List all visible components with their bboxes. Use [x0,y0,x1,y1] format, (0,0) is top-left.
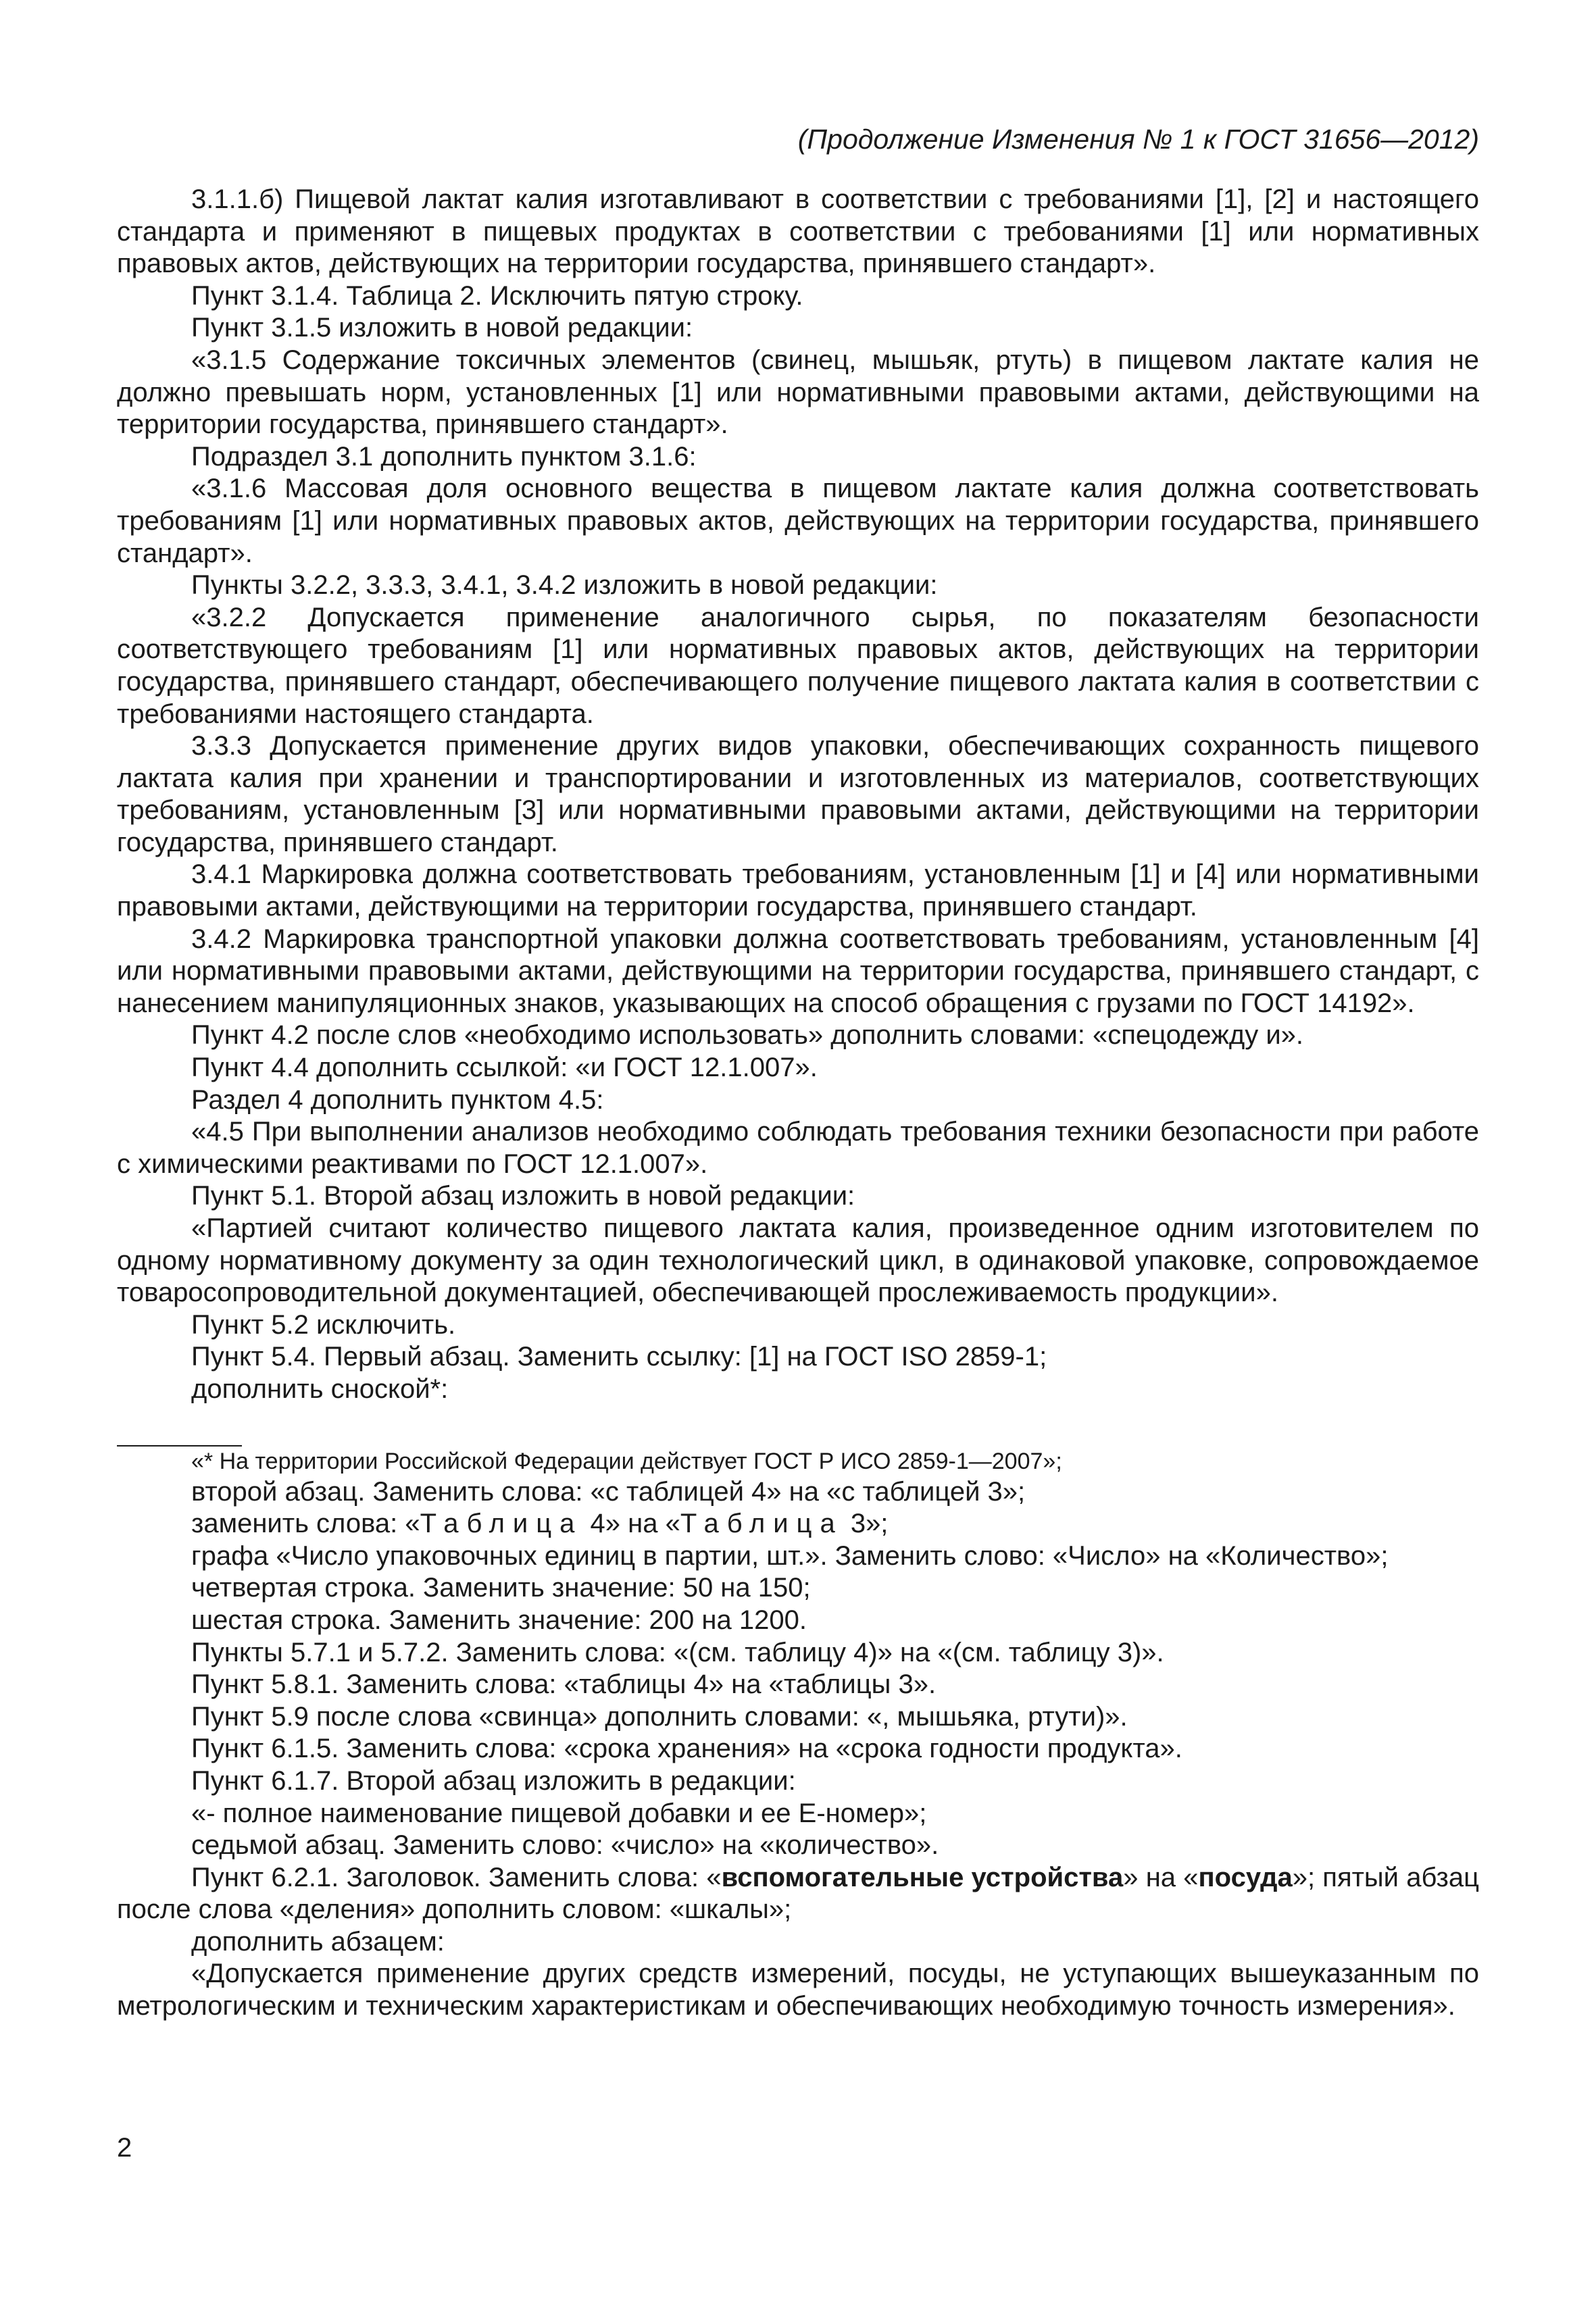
paragraph: «4.5 При выполнении анализов необходимо соблюдать требования техники безопасности при работе с химическими реактивами по ГОСТ 12.1.007». [117,1117,1479,1179]
paragraph: шестая строка. Заменить значение: 200 на 1200. [191,1605,807,1635]
paragraph: графа «Число упаковочных единиц в партии, шт.». Заменить слово: «Число» на «Количество»; [191,1540,1389,1571]
paragraph: Раздел 4 дополнить пунктом 4.5: [191,1084,604,1115]
spaced-word: Таблица [420,1509,583,1539]
paragraph: Пункт 3.1.4. Таблица 2. Исключить пятую строку. [191,280,803,311]
paragraph: 3.4.1 Маркировка должна соответствовать требованиям, установленным [1] и [4] или нормативными правовыми актами, действующими на территории государства, принявшего стандарт. [117,859,1479,922]
text-run: 3»; [843,1509,889,1539]
text-run: заменить слова: « [191,1509,420,1539]
paragraph: Пункт 3.1.5 изложить в новой редакции: [191,313,693,343]
paragraph [117,1508,1479,1540]
paragraph: дополнить сноской*: [191,1374,449,1404]
text-run: » на « [1123,1862,1199,1892]
paragraph: 3.3.3 Допускается применение других видов упаковки, обеспечивающих сохранность пищевого лактата калия при хранении и транспортировании и изготовленных из материалов, соответствующих требованиям, установленным [3] или нормативными правовыми актами, действующими на территории государства, принявшего стандарт. [117,731,1479,857]
paragraph: Пункт 4.4 дополнить ссылкой: «и ГОСТ 12.1.007». [191,1053,818,1083]
page-number: 2 [117,2133,132,2163]
bold-term: вспомогательные устройства [721,1862,1124,1892]
text-run: »; пятый абзац после слова «деления» дополнить словом: «шкалы»; [117,1862,1480,1925]
paragraph: «3.1.6 Массовая доля основного вещества в пищевом лактате калия должна соответствовать требованиям [1] или нормативных правовых актов, действующих на территории государства, принявшего стандарт». [117,474,1479,568]
paragraph: седьмой абзац. Заменить слово: «число» на «количество». [191,1830,939,1861]
text-run: Пункт 6.2.1. Заголовок. Заменить слова: « [191,1862,722,1892]
spaced-word: Таблица [680,1509,843,1539]
paragraph: Пункт 5.1. Второй абзац изложить в новой редакции: [191,1181,855,1211]
paragraph: Пункт 5.4. Первый абзац. Заменить ссылку: [1] на ГОСТ ISO 2859-1; [191,1342,1047,1372]
paragraph: Подраздел 3.1 дополнить пунктом 3.1.6: [191,441,697,472]
running-header: (Продолжение Изменения № 1 к ГОСТ 31656—2012) [797,124,1479,155]
paragraph: 3.1.1.б) Пищевой лактат калия изготавливают в соответствии с требованиями [1], [2] и настоящего стандарта и применяют в пищевых продуктах в соответствии с требованиями [1] или нормативных правовых актов, действующих на территории государства, принявшего стандарт». [117,184,1479,279]
paragraph [117,1862,1479,1926]
paragraph: «3.1.5 Содержание токсичных элементов (свинец, мышьяк, ртуть) в пищевом лактате калия не должно превышать норм, установленных [1] или нормативными правовыми актами, действующими на территории государства, принявшего стандарт». [117,345,1479,440]
footnote: «* На территории Российской Федерации действует ГОСТ Р ИСО 2859-1—2007»; [191,1448,1062,1474]
paragraph: «Допускается применение других средств измерений, посуды, не уступающих вышеуказанным по метрологическим и техническим характеристикам и обеспечивающих необходимую точность измерения». [117,1959,1479,2021]
paragraph: второй абзац. Заменить слова: «с таблицей 4» на «с таблицей 3»; [191,1476,1026,1507]
text-run: 4» на « [582,1509,680,1539]
paragraph: 3.4.2 Маркировка транспортной упаковки должна соответствовать требованиям, установленным [4] или нормативными правовыми актами, действующими на территории государства, принявшего стандарт, с нанесением манипуляционных знаков, указывающих на способ обращения с грузами по ГОСТ 14192». [117,924,1479,1018]
paragraph: «3.2.2 Допускается применение аналогичного сырья, по показателям безопасности соответствующего требованиям [1] или нормативных правовых актов, действующих на территории государства, принявшего стандарт, обеспечивающего получение пищевого лактата калия в соответствии с требованиями настоящего стандарта. [117,602,1479,729]
paragraph: четвертая строка. Заменить значение: 50 на 150; [191,1573,811,1603]
paragraph: «Партией считают количество пищевого лактата калия, произведенное одним изготовителем по одному нормативному документу за один технологический цикл, в одинаковой упаковке, сопровождаемое товаросопроводительной документацией, обеспечивающей прослеживаемость продукции». [117,1213,1479,1308]
paragraph: Пункт 5.8.1. Заменить слова: «таблицы 4» на «таблицы 3». [191,1669,937,1700]
paragraph: Пункт 4.2 после слов «необходимо использовать» дополнить словами: «спецодежду и». [191,1020,1304,1051]
paragraph: Пункты 5.7.1 и 5.7.2. Заменить слова: «(см. таблицу 4)» на «(см. таблицу 3)». [191,1637,1164,1667]
paragraph: Пункт 6.1.5. Заменить слова: «срока хранения» на «срока годности продукта». [191,1734,1182,1764]
document-body [117,184,1479,2023]
paragraph: дополнить абзацем: [191,1926,445,1957]
paragraph: Пункт 5.9 после слова «свинца» дополнить словами: «, мышьяка, ртути)». [191,1701,1128,1732]
paragraph: Пункты 3.2.2, 3.3.3, 3.4.1, 3.4.2 изложить в новой редакции: [191,570,938,601]
paragraph: Пункт 6.1.7. Второй абзац изложить в редакции: [191,1765,796,1796]
bold-term: посуда [1198,1862,1293,1892]
paragraph: Пункт 5.2 исключить. [191,1309,456,1340]
paragraph: «- полное наименование пищевой добавки и ее Е-номер»; [191,1798,927,1828]
